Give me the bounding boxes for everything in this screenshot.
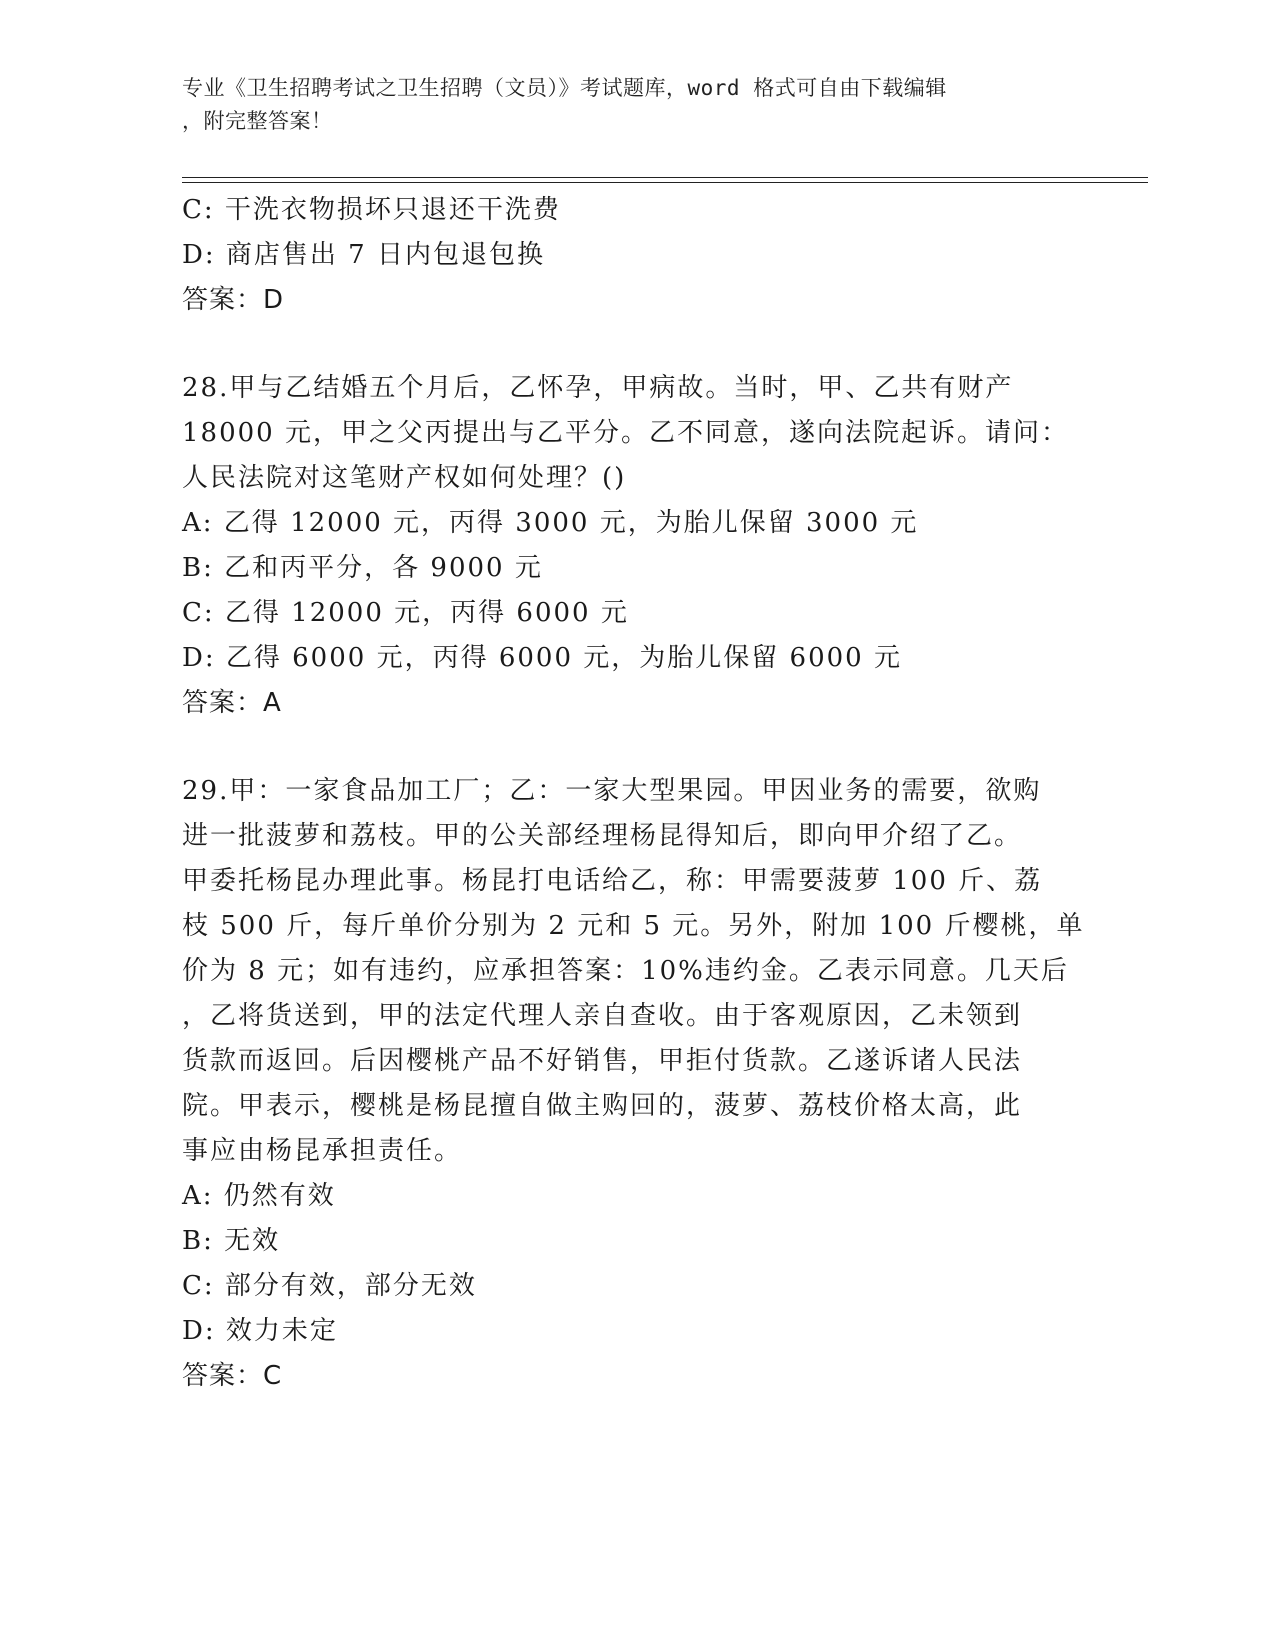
question-stem-line: 28.甲与乙结婚五个月后，乙怀孕，甲病故。当时，甲、乙共有财产 bbox=[182, 373, 1014, 403]
question-stem-line: 枝 500 斤，每斤单价分别为 2 元和 5 元。另外，附加 100 斤樱桃，单 bbox=[182, 911, 1085, 941]
header-line-2: ，附完整答案！ bbox=[182, 109, 333, 133]
option-c: C: 乙得 12000 元，丙得 6000 元 bbox=[182, 598, 629, 628]
option-a: A: 乙得 12000 元，丙得 3000 元，为胎儿保留 3000 元 bbox=[182, 508, 919, 538]
question-stem-line: 货款而返回。后因樱桃产品不好销售，甲拒付货款。乙遂诉诸人民法 bbox=[182, 1046, 1023, 1076]
option-d: D: 效力未定 bbox=[182, 1316, 338, 1346]
question-stem-line: 院。甲表示，樱桃是杨昆擅自做主购回的，菠萝、荔枝价格太高，此 bbox=[182, 1091, 1023, 1121]
option-c: C: 干洗衣物损坏只退还干洗费 bbox=[182, 195, 561, 225]
answer-line: 答案：C bbox=[182, 1361, 283, 1391]
option-b: B: 乙和丙平分，各 9000 元 bbox=[182, 553, 543, 583]
option-d: D: 商店售出 7 日内包退包换 bbox=[182, 240, 545, 270]
question-stem-line: ，乙将货送到，甲的法定代理人亲自查收。由于客观原因，乙未领到 bbox=[182, 1001, 1023, 1031]
option-b: B: 无效 bbox=[182, 1226, 281, 1256]
question-stem-line: 甲委托杨昆办理此事。杨昆打电话给乙，称：甲需要菠萝 100 斤、荔 bbox=[182, 866, 1043, 896]
spacer bbox=[182, 323, 1082, 366]
question-29 bbox=[182, 769, 1085, 1399]
question-stem-line: 29.甲：一家食品加工厂；乙：一家大型果园。甲因业务的需要，欲购 bbox=[182, 776, 1042, 806]
question-28 bbox=[182, 366, 1082, 726]
option-d: D: 乙得 6000 元，丙得 6000 元，为胎儿保留 6000 元 bbox=[182, 643, 902, 673]
header-line-1: 专业《卫生招聘考试之卫生招聘（文员）》考试题库，word 格式可自由下载编辑 bbox=[182, 76, 947, 100]
answer-line: 答案：D bbox=[182, 285, 285, 315]
question-stem-line: 价为 8 元；如有违约，应承担答案：10%违约金。乙表示同意。几天后 bbox=[182, 956, 1069, 986]
option-c: C: 部分有效，部分无效 bbox=[182, 1271, 477, 1301]
question-stem-line: 进一批菠萝和荔枝。甲的公关部经理杨昆得知后，即向甲介绍了乙。 bbox=[182, 821, 1023, 851]
question-stem-line: 18000 元，甲之父丙提出与乙平分。乙不同意，遂向法院起诉。请问： bbox=[182, 418, 1069, 448]
previous-question-tail bbox=[182, 188, 1082, 323]
header-divider-top bbox=[182, 177, 1148, 178]
spacer bbox=[182, 726, 1082, 769]
header-divider-bottom bbox=[182, 182, 1148, 183]
document-body bbox=[182, 188, 1085, 1399]
question-stem-line: 人民法院对这笔财产权如何处理？() bbox=[182, 463, 627, 493]
option-a: A: 仍然有效 bbox=[182, 1181, 336, 1211]
answer-line: 答案：A bbox=[182, 688, 282, 718]
document-header bbox=[182, 72, 1062, 138]
question-stem-line: 事应由杨昆承担责任。 bbox=[182, 1136, 463, 1166]
